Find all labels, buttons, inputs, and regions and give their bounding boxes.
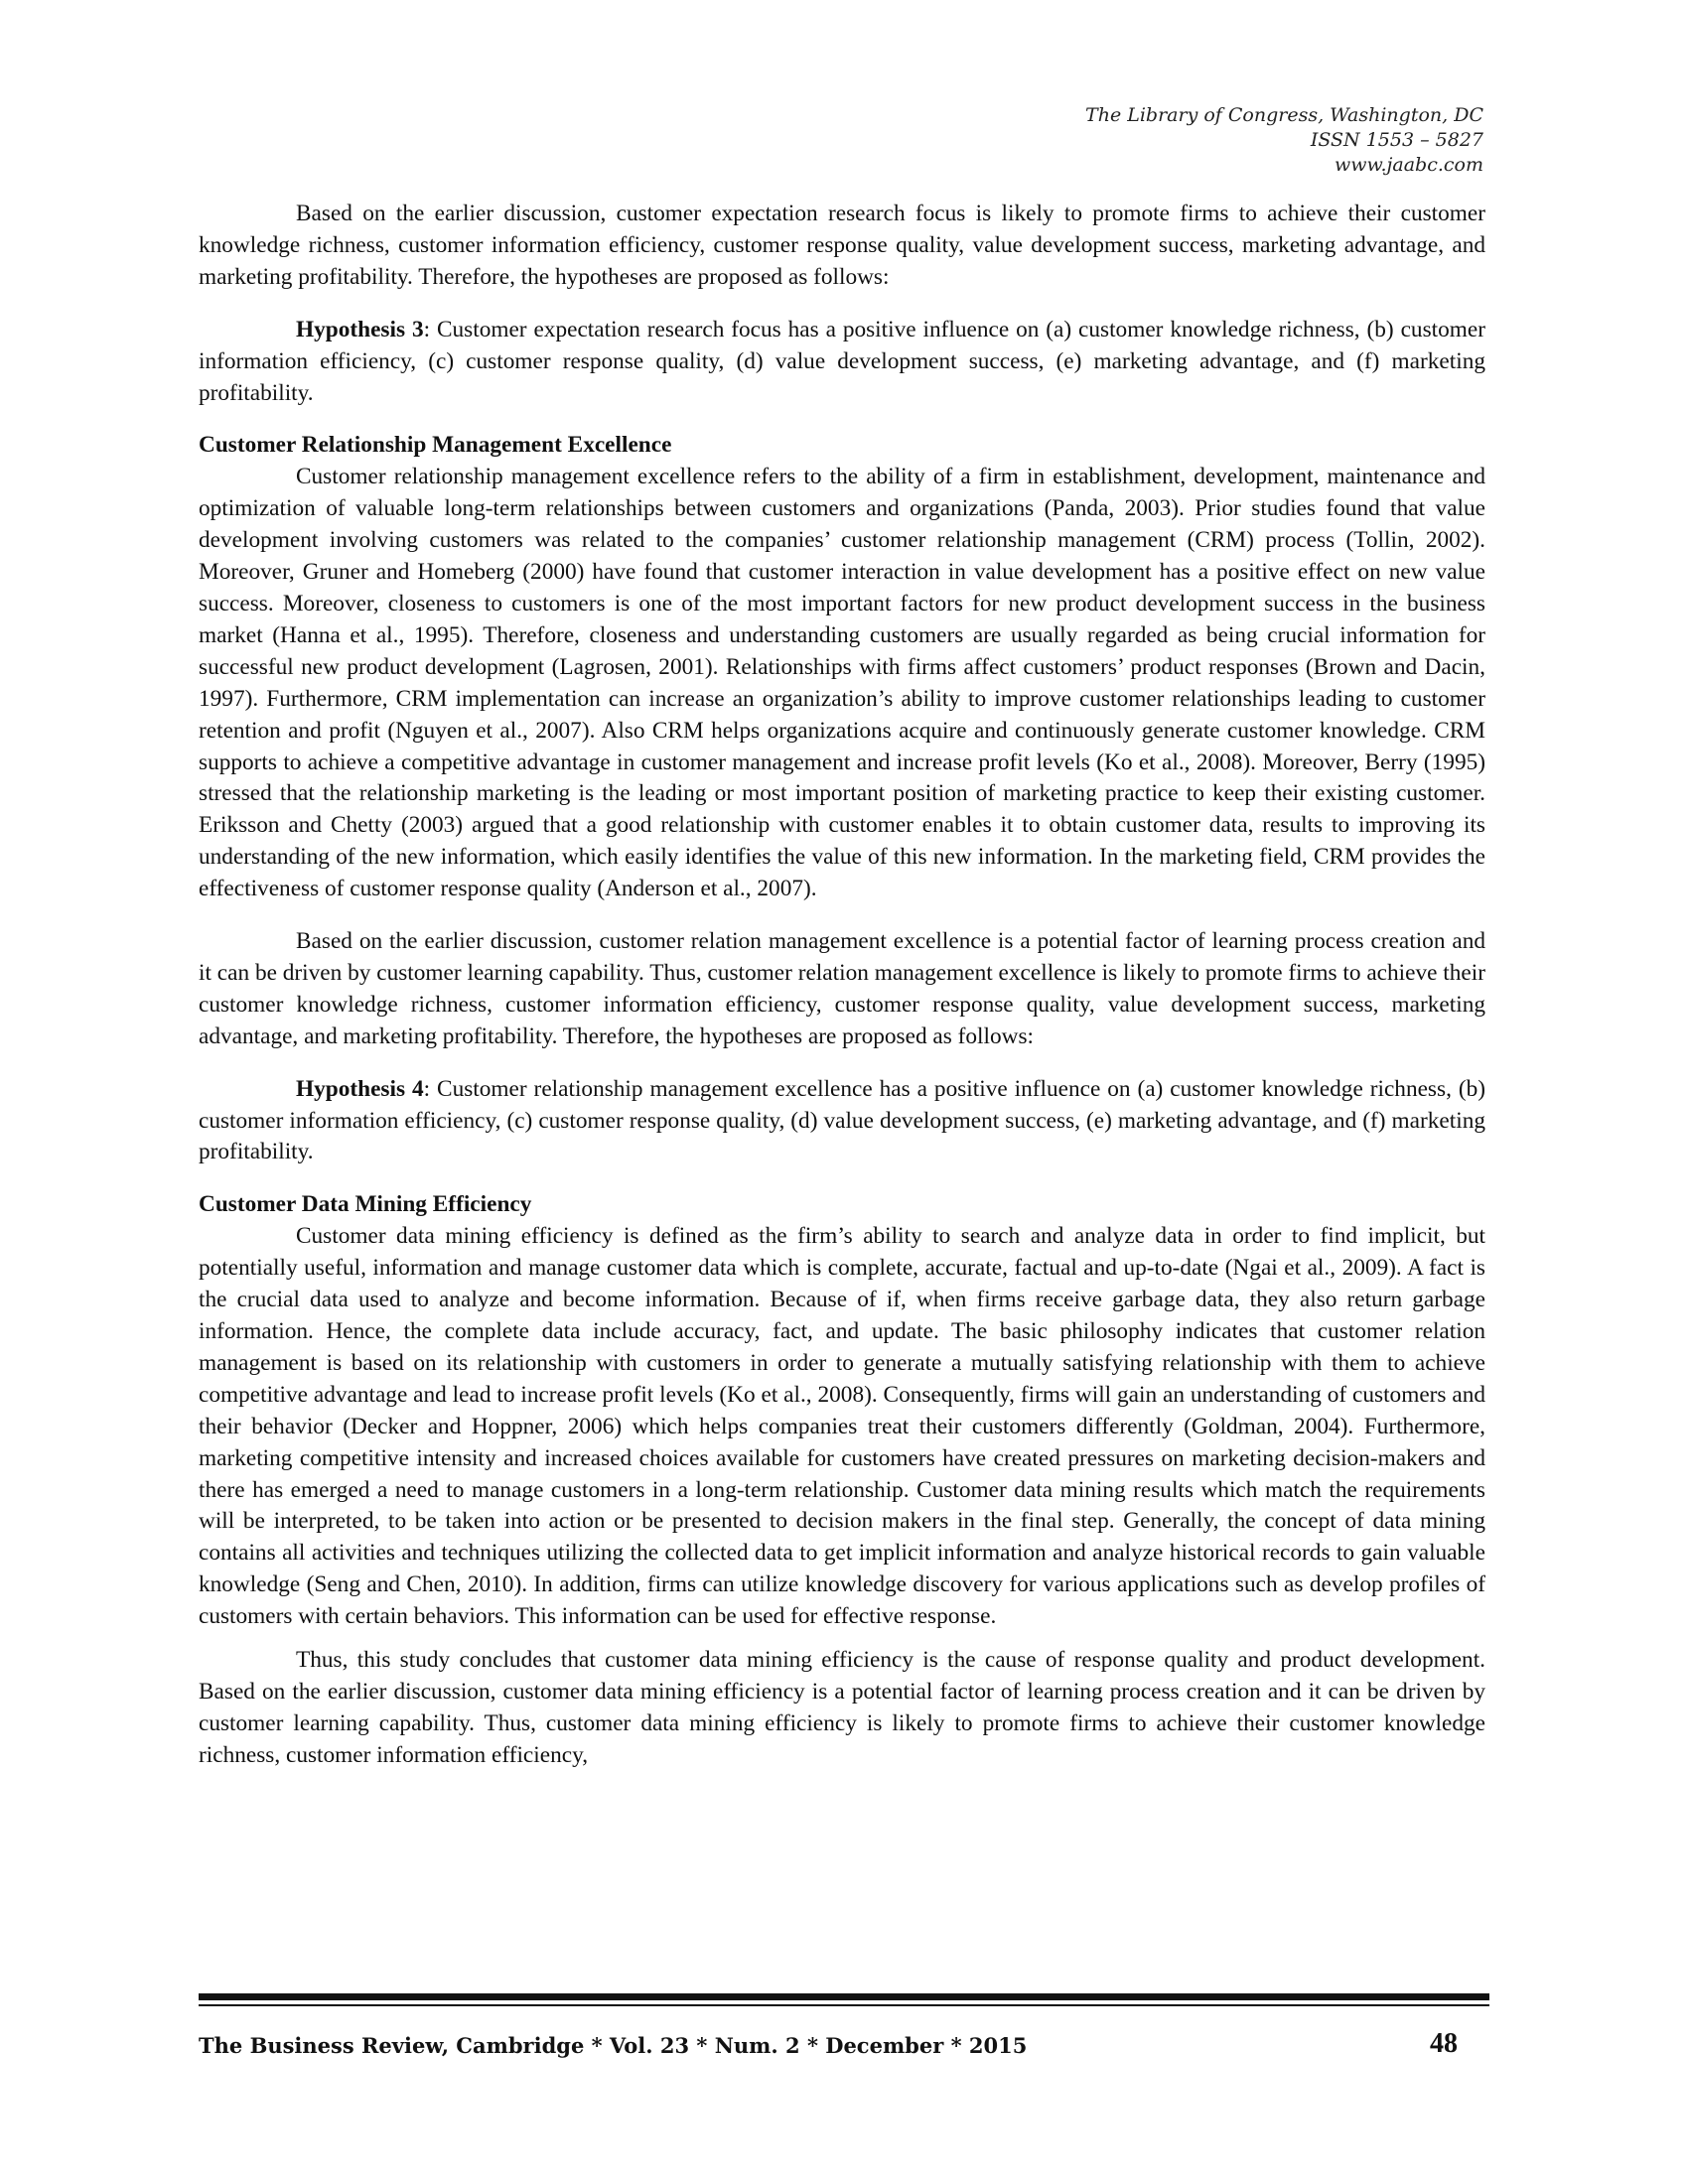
hypothesis-4	[199, 1074, 1485, 1169]
header-issn-line: ISSN 1553 – 5827	[1310, 129, 1483, 151]
header-library-line: The Library of Congress, Washington, DC	[1085, 104, 1483, 126]
paragraph-data-mining-conclusion: Thus, this study concludes that customer data mining efficiency is the cause of response quality and product development. Based on the earlier discussion, customer data mining efficiency is a potential factor of learning process creation and it can be driven by customer learning capability. Thus, customer data mining efficiency is likely to promote firms to achieve their customer knowledge richness, customer information efficiency,	[199, 1647, 1485, 1768]
hypothesis-3	[199, 315, 1485, 410]
paragraph-crm-excellence: Customer relationship management excellence refers to the ability of a firm in establishment, development, maintenance and optimization of valuable long-term relationships between customers and organizations (Panda, 2003). Prior studies found that value development involving customers was related to the companies’ customer relationship management (CRM) process (Tollin, 2002). Moreover, Gruner and Homeberg (2000) have found that customer interaction in value development has a positive effect on new value success. Moreover, closeness to customers is one of the most important factors for new product development success in the business market (Hanna et al., 1995). Therefore, closeness and understanding customers are usually regarded as being crucial information for successful new product development (Lagrosen, 2001). Relationships with firms affect customers’ product responses (Brown and Dacin, 1997). Furthermore, CRM implementation can increase an organization’s ability to improve customer relationships leading to customer retention and profit (Nguyen et al., 2007). Also CRM helps organizations acquire and continuously generate customer knowledge. CRM supports to achieve a competitive advantage in customer management and increase profit levels (Ko et al., 2008). Moreover, Berry (1995) stressed that the relationship marketing is the leading or most important position of marketing practice to keep their existing customer. Eriksson and Chetty (2003) argued that a good relationship with customer enables it to obtain customer data, results to improving its understanding of the new information, which easily identifies the value of this new information. In the marketing field, CRM provides the effectiveness of customer response quality (Anderson et al., 2007).	[199, 464, 1485, 902]
section-heading-data-mining: Customer Data Mining Efficiency	[199, 1191, 532, 1218]
footer-rule-thin	[199, 2004, 1489, 2006]
footer-rule-thick	[199, 1993, 1489, 2000]
paragraph-expectation-summary: Based on the earlier discussion, customer expectation research focus is likely to promote firms to achieve their customer knowledge richness, customer information efficiency, customer response quality, value development success, marketing advantage, and marketing profitability. Therefore, the hypotheses are proposed as follows:	[199, 201, 1485, 290]
hypothesis-3-label: Hypothesis 3	[296, 316, 424, 342]
section-heading-crm-excellence: Customer Relationship Management Excellence	[199, 432, 672, 459]
paragraph-crm-summary: Based on the earlier discussion, customer relation management excellence is a potential factor of learning process creation and it can be driven by customer learning capability. Thus, customer relation management excellence is likely to promote firms to achieve their customer knowledge richness, customer information efficiency, customer response quality, value development success, marketing advantage, and marketing profitability. Therefore, the hypotheses are proposed as follows:	[199, 928, 1485, 1049]
footer-page-number: 48	[1430, 2028, 1458, 2059]
body-text	[199, 199, 1485, 1772]
hypothesis-3-text: : Customer expectation research focus has a positive influence on (a) customer knowledge richness, (b) customer information efficiency, (c) customer response quality, (d) value development success, (e) marketing advantage, and (f) marketing profitability.	[199, 316, 1485, 406]
running-header	[1085, 103, 1483, 178]
hypothesis-4-label: Hypothesis 4	[296, 1075, 424, 1102]
footer-journal-citation: The Business Review, Cambridge * Vol. 23 * Num. 2 * December * 2015	[199, 2033, 1028, 2058]
hypothesis-4-text: : Customer relationship management excellence has a positive influence on (a) customer knowledge richness, (b) customer information efficiency, (c) customer response quality, (d) value development success, (e) marketing advantage, and (f) marketing profitability.	[199, 1075, 1485, 1165]
paragraph-data-mining: Customer data mining efficiency is defined as the firm’s ability to search and analyze data in order to find implicit, but potentially useful, information and manage customer data which is complete, accurate, factual and up-to-date (Ngai et al., 2009). A fact is the crucial data used to analyze and become information. Because of if, when firms receive garbage data, they also return garbage information. Hence, the complete data include accuracy, fact, and update. The basic philosophy indicates that customer relation management is based on its relationship with customers in order to generate a mutually satisfying relationship with them to achieve competitive advantage and lead to increase profit levels (Ko et al., 2008). Consequently, firms will gain an understanding of customers and their behavior (Decker and Hoppner, 2006) which helps companies treat their customers differently (Goldman, 2004). Furthermore, marketing competitive intensity and increased choices available for customers have created pressures on marketing decision-makers and there has emerged a need to manage customers in a long-term relationship. Customer data mining results which match the requirements will be interpreted, to be taken into action or be presented to decision makers in the final step. Generally, the concept of data mining contains all activities and techniques utilizing the collected data to get implicit information and analyze historical records to gain valuable knowledge (Seng and Chen, 2010). In addition, firms can utilize knowledge discovery for various applications such as develop profiles of customers with certain behaviors. This information can be used for effective response.	[199, 1223, 1485, 1630]
header-website-line: www.jaabc.com	[1334, 154, 1483, 176]
